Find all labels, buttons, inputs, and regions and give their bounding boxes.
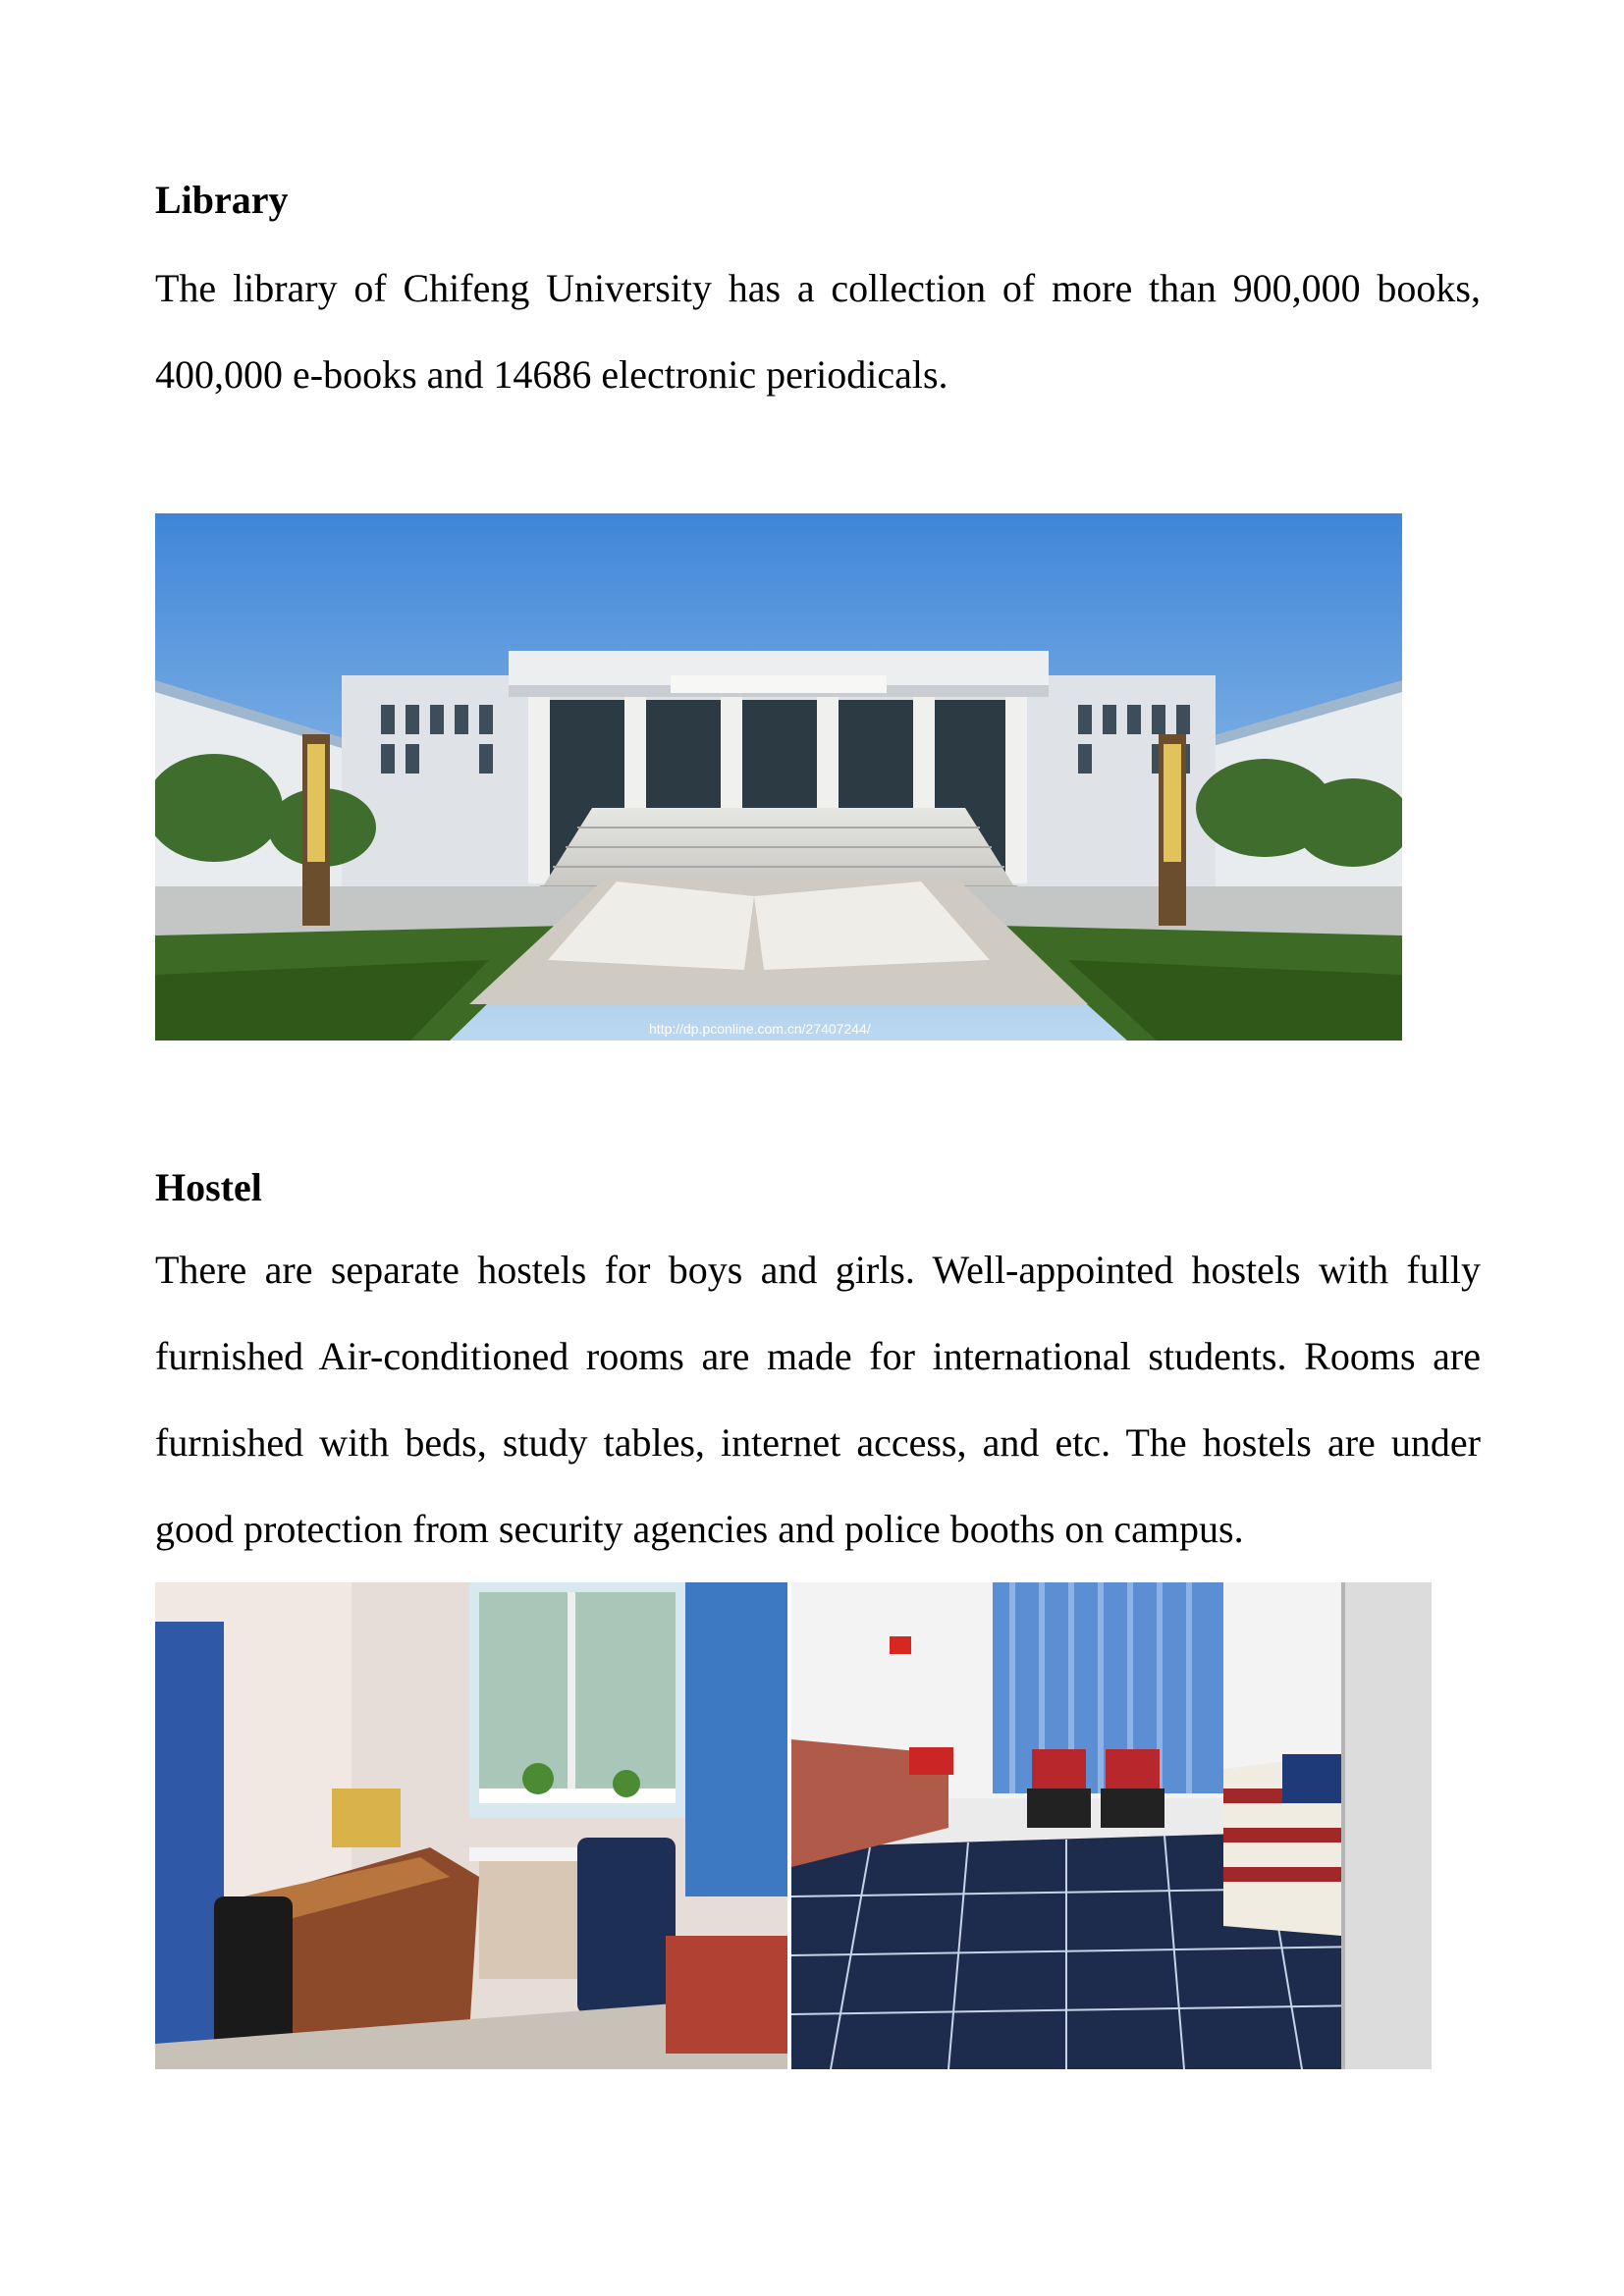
library-heading: Library	[155, 178, 289, 222]
hostel-girls-room-photo	[155, 1582, 787, 2069]
library-photo	[155, 513, 1402, 1041]
hostel-description: There are separate hostels for boys and girls. Well-appointed hostels with fully furnished Air-conditioned rooms are made for international students. Rooms are furnished with beds, study tables, internet access, and etc. The hostels are under good protection from security agencies and police booths on campus.	[155, 1248, 1481, 1551]
library-photo-watermark: http://dp.pconline.com.cn/27407244/	[649, 1021, 871, 1037]
hostel-boys-room-photo	[791, 1582, 1432, 2069]
hostel-heading: Hostel	[155, 1165, 262, 1209]
library-description: The library of Chifeng University has a collection of more than 900,000 books, 400,000 e-books and 14686 electronic periodicals.	[155, 266, 1481, 397]
